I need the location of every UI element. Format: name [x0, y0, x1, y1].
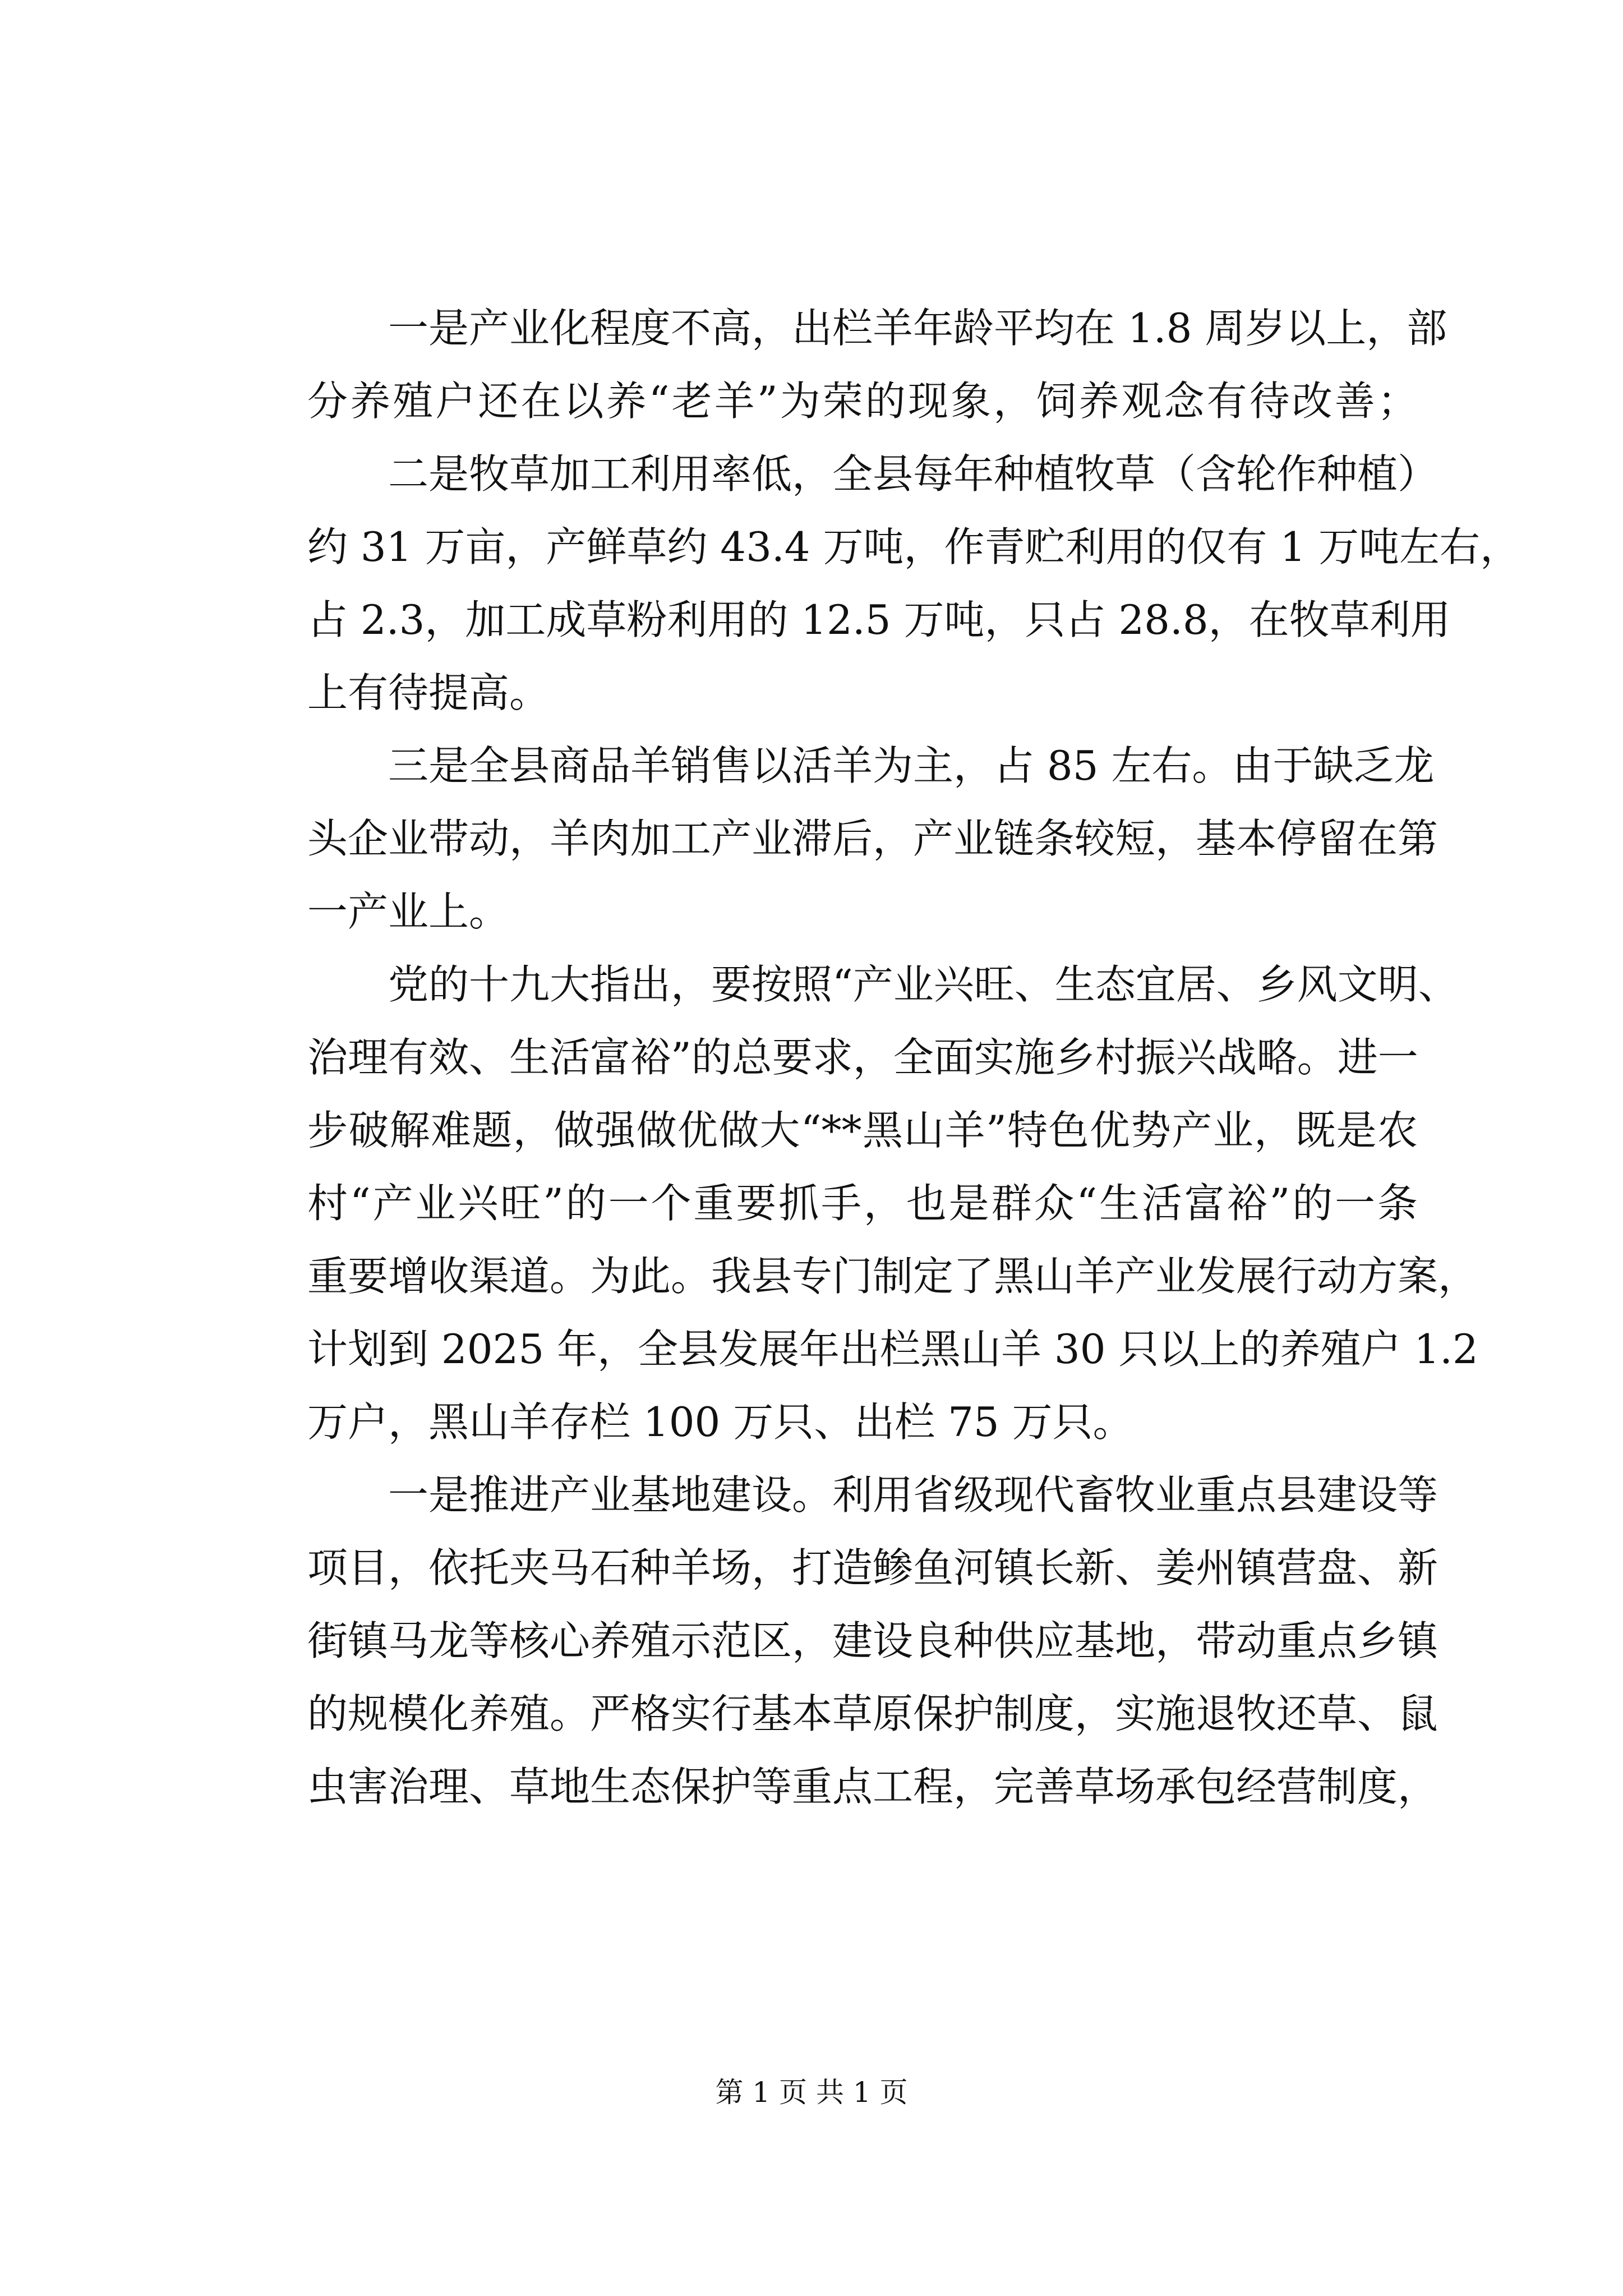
text-line: 三是全县商品羊销售以活羊为主，占 85 左右。由于缺乏龙: [388, 742, 1435, 789]
text-line: 上有待提高。: [307, 669, 550, 716]
text-line: 占 2.3，加工成草粉利用的 12.5 万吨，只占 28.8，在牧草利用: [307, 596, 1451, 643]
text-line: 治理有效、生活富裕”的总要求，全面实施乡村振兴战略。进一: [307, 1034, 1418, 1081]
text-line: 计划到 2025 年，全县发展年出栏黑山羊 30 只以上的养殖户 1.2: [307, 1326, 1478, 1373]
text-line: 万户，黑山羊存栏 100 万只、出栏 75 万只。: [307, 1398, 1133, 1446]
page-footer: [0, 2076, 1623, 2109]
text-line: 头企业带动，羊肉加工产业滞后，产业链条较短，基本停留在第: [307, 815, 1438, 862]
text-line: 分养殖户还在以养“老羊”为荣的现象，饲养观念有待改善；: [307, 378, 1418, 425]
text-line: 的规模化养殖。严格实行基本草原保护制度，实施退牧还草、鼠: [307, 1690, 1438, 1737]
text-line: 党的十九大指出，要按照“产业兴旺、生态宜居、乡风文明、: [388, 961, 1459, 1008]
text-line: 一产业上。: [307, 888, 510, 935]
document-body: [307, 292, 1521, 1823]
text-line: 虫害治理、草地生态保护等重点工程，完善草场承包经营制度，: [307, 1763, 1438, 1810]
text-line: 村“产业兴旺”的一个重要抓手，也是群众“生活富裕”的一条: [307, 1180, 1418, 1227]
text-line: 二是牧草加工利用率低，全县每年种植牧草（含轮作种植）: [388, 450, 1438, 498]
text-line: 重要增收渠道。为此。我县专门制定了黑山羊产业发展行动方案，: [307, 1253, 1479, 1300]
text-line: 街镇马龙等核心养殖示范区，建设良种供应基地，带动重点乡镇: [307, 1617, 1438, 1664]
page-number-label: 第 1 页 共 1 页: [715, 2076, 908, 2109]
text-line: 项目，依托夹马石种羊场，打造鲹鱼河镇长新、姜州镇营盘、新: [307, 1544, 1438, 1591]
text-line: 一是产业化程度不高，出栏羊年龄平均在 1.8 周岁以上，部: [388, 305, 1447, 352]
text-line: 步破解难题，做强做优做大“**黑山羊”特色优势产业，既是农: [307, 1107, 1418, 1154]
text-line: 约 31 万亩，产鲜草约 43.4 万吨，作青贮利用的仅有 1 万吨左右，: [307, 523, 1521, 570]
text-line: 一是推进产业基地建设。利用省级现代畜牧业重点县建设等: [388, 1471, 1438, 1519]
